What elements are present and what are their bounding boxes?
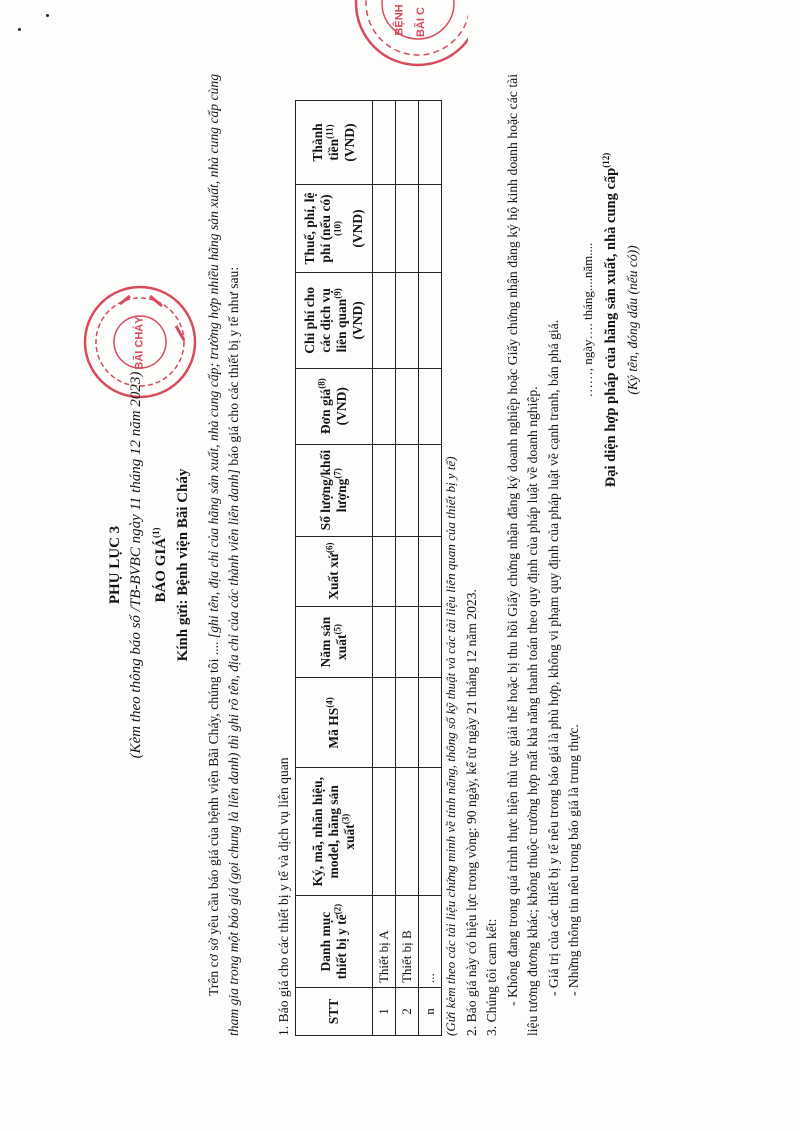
cell-stt: n [419,988,442,1036]
header-year: Năm sản xuất$^{(5)}$ [296,606,373,678]
signature-instruction: (Ký tên, đóng dấu (nếu có)) [625,245,640,395]
intro-part-3: báo giá cho các thiết bị y tế như sau: [226,266,242,470]
header-tax: Thuế, phí, lệ phí (nếu có)$^{(10)}$ (VND) [296,185,373,273]
attachment-note: (Kèm theo thông báo số /TB-BVBC ngày 11 tháng 12 năm 2023) [128,371,144,759]
intro-part-1: Trên cơ sở yêu cầu báo giá của bệnh viện Bãi Cháy, chúng tôi .... [206,638,221,996]
signature-title [602,90,621,550]
cell-stt: 2 [396,988,419,1036]
header-service-cost: Chi phí cho các dịch vụ liên quan$^{(9)}$ (VND) [296,272,373,368]
cell-device: Thiết bị A [373,896,396,988]
header-total: Thành tiền$^{(11)}$ (VND) [296,101,373,185]
commitment-title: 3. Chúng tôi cam kết: [484,918,500,1036]
signature-title-sup: (12) [601,152,612,168]
table-row [373,101,396,1036]
section-1-title: 1. Báo giá cho các thiết bị y tế và dịch vụ liên quan [276,757,291,1036]
cell-stt: 1 [373,988,396,1036]
table-row [396,101,419,1036]
header-hs-code: Mã HS$^{(4)}$ [296,678,373,768]
quote-table [295,100,442,1036]
commitment-2: - Giá trị của các thiết bị y tế nêu trong báo giá là phù hợp, không vi phạm quy định của pháp luật về cạnh tranh, bán phá giá. [545,319,561,996]
doc-title-text: BÁO GIÁ [153,537,169,603]
commitment-3: - Những thông tin nêu trong báo giá là trung thực. [565,724,581,996]
scan-speck [18,28,21,31]
corner-stamp-text-2: BÃI C [414,7,427,37]
date-line: ……, ngày…. tháng....năm.... [580,242,595,398]
document-sheet [100,50,700,1080]
table-header-row [296,101,373,1036]
header-device-list: Danh mục thiết bị y tế$^{(2)}$ [296,896,373,988]
appendix-title: PHỤ LỤC 3 [107,525,123,605]
corner-stamp-text: BỆNH [393,4,406,36]
attachment-remark: (Gửi kèm theo các tài liệu chứng minh về tính năng, thông số kỹ thuật và các tài liệu liên quan của thiết bị y tế) [443,456,458,1036]
header-quantity: Số lượng/khối lượng$^{(7)}$ [296,444,373,536]
doc-title-sup: (1) [151,527,161,538]
scan-speck [46,14,49,17]
table-row [419,101,442,1036]
cell-device: ... [419,896,442,988]
seal-center-text: BÃI CHÁY [133,316,146,370]
terms-list [462,74,584,1036]
intro-part-2: [ghi tên, địa chỉ của hãng sản xuất, nhà cung cấp; trường hợp nhiều hãng sản xuất, nhà cung cấp cùng tham gia trong một báo giá (gọi chung là liên danh) thì ghi rõ tên, địa chỉ của các thành viên liên danh] [206,73,242,1036]
header-model: Ký, mã, nhãn hiệu, model, hãng sản xuất$^{(3)}$ [296,768,373,896]
intro-paragraph [204,74,245,1036]
header-unit-price: Đơn giá$^{(8)}$ (VND) [296,368,373,444]
doc-title [152,50,172,1080]
recipient-line: Kính gửi: Bệnh viện Bãi Cháy [175,468,191,662]
commitment-1: - Không đang trong quá trình thực hiện thủ tục giải thể hoặc bị thu hồi Giấy chứng nhận đăng ký doanh nghiệp hoặc Giấy chứng nhận đăng ký hộ kinh doanh hoặc các tài liệu tương đương khác; không thuộc trường hợp mất khả năng thanh toán theo quy định của pháp luật về doanh nghiệp. [504,74,541,1036]
validity-line: 2. Báo giá này có hiệu lực trong vòng: 90 ngày, kể từ ngày 21 tháng 12 năm 2023. [464,589,479,1036]
signature-title-text: Đại diện hợp pháp của hãng sản xuất, nhà cung cấp [603,167,619,488]
header-origin: Xuất xứ$^{(6)}$ [296,536,373,606]
header-stt: STT [296,988,373,1036]
cell-device: Thiết bị B [396,896,419,988]
